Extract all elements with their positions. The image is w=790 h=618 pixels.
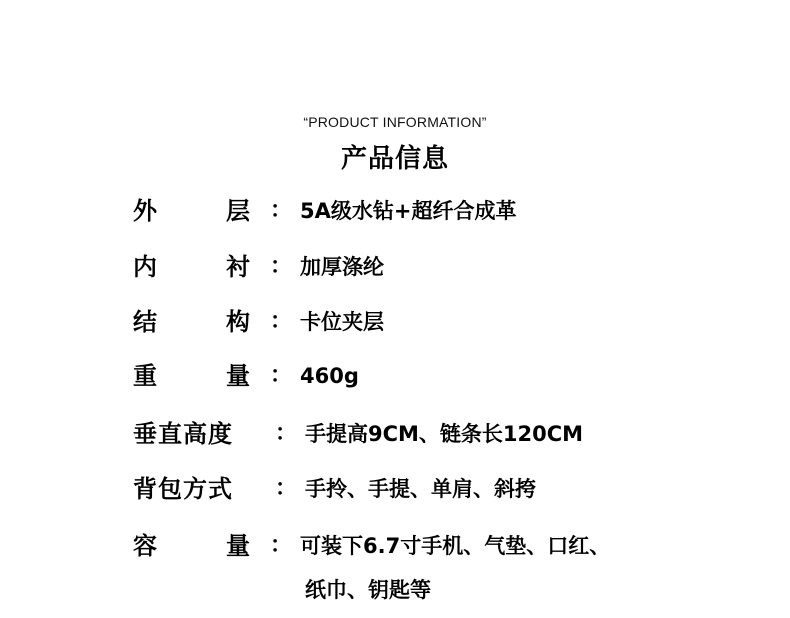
spec-row-carry-style bbox=[0, 473, 790, 505]
spec-colon: ： bbox=[270, 254, 293, 279]
spec-value: 5A级水钻+超纤合成革 bbox=[300, 199, 517, 223]
spec-label-last-char: 构 bbox=[226, 308, 250, 336]
spec-label-last-char: 衬 bbox=[226, 253, 250, 281]
spec-value: 手提高9CM、链条长120CM bbox=[305, 422, 584, 446]
spec-row-weight bbox=[0, 360, 790, 392]
spec-colon: ： bbox=[270, 198, 293, 223]
page-title: 产品信息 bbox=[340, 144, 449, 174]
spec-colon: ： bbox=[270, 363, 293, 388]
spec-value-line-2: 纸巾、钥匙等 bbox=[305, 578, 431, 602]
spec-label-last-char: 量 bbox=[226, 362, 250, 390]
spec-row-capacity bbox=[0, 530, 790, 602]
spec-value: 卡位夹层 bbox=[300, 310, 384, 334]
spec-label-first-char: 内 bbox=[133, 253, 157, 281]
spec-row-lining bbox=[0, 251, 790, 283]
spec-colon: ： bbox=[270, 309, 293, 334]
spec-colon: ： bbox=[275, 421, 298, 446]
product-information-subtitle: “PRODUCT INFORMATION” bbox=[303, 114, 487, 130]
spec-value: 加厚涤纶 bbox=[300, 255, 384, 279]
spec-label-first-char: 外 bbox=[133, 197, 157, 225]
spec-value: 460g bbox=[300, 364, 359, 388]
spec-value: 手拎、手提、单肩、斜挎 bbox=[305, 477, 536, 501]
spec-label-last-char: 层 bbox=[226, 197, 250, 225]
spec-colon: ： bbox=[270, 533, 293, 558]
spec-row-vertical-height bbox=[0, 418, 790, 450]
spec-label: 背包方式 bbox=[133, 475, 233, 503]
spec-label-last-char: 量 bbox=[226, 532, 250, 560]
spec-label-first-char: 容 bbox=[133, 532, 157, 560]
spec-label-first-char: 结 bbox=[133, 308, 157, 336]
spec-label-first-char: 重 bbox=[133, 362, 157, 390]
spec-row-outer-layer bbox=[0, 195, 790, 227]
spec-value-line-1: 可装下6.7寸手机、气垫、口红、 bbox=[300, 534, 611, 558]
spec-row-structure bbox=[0, 306, 790, 338]
spec-label: 垂直高度 bbox=[133, 420, 233, 448]
spec-colon: ： bbox=[275, 476, 298, 501]
